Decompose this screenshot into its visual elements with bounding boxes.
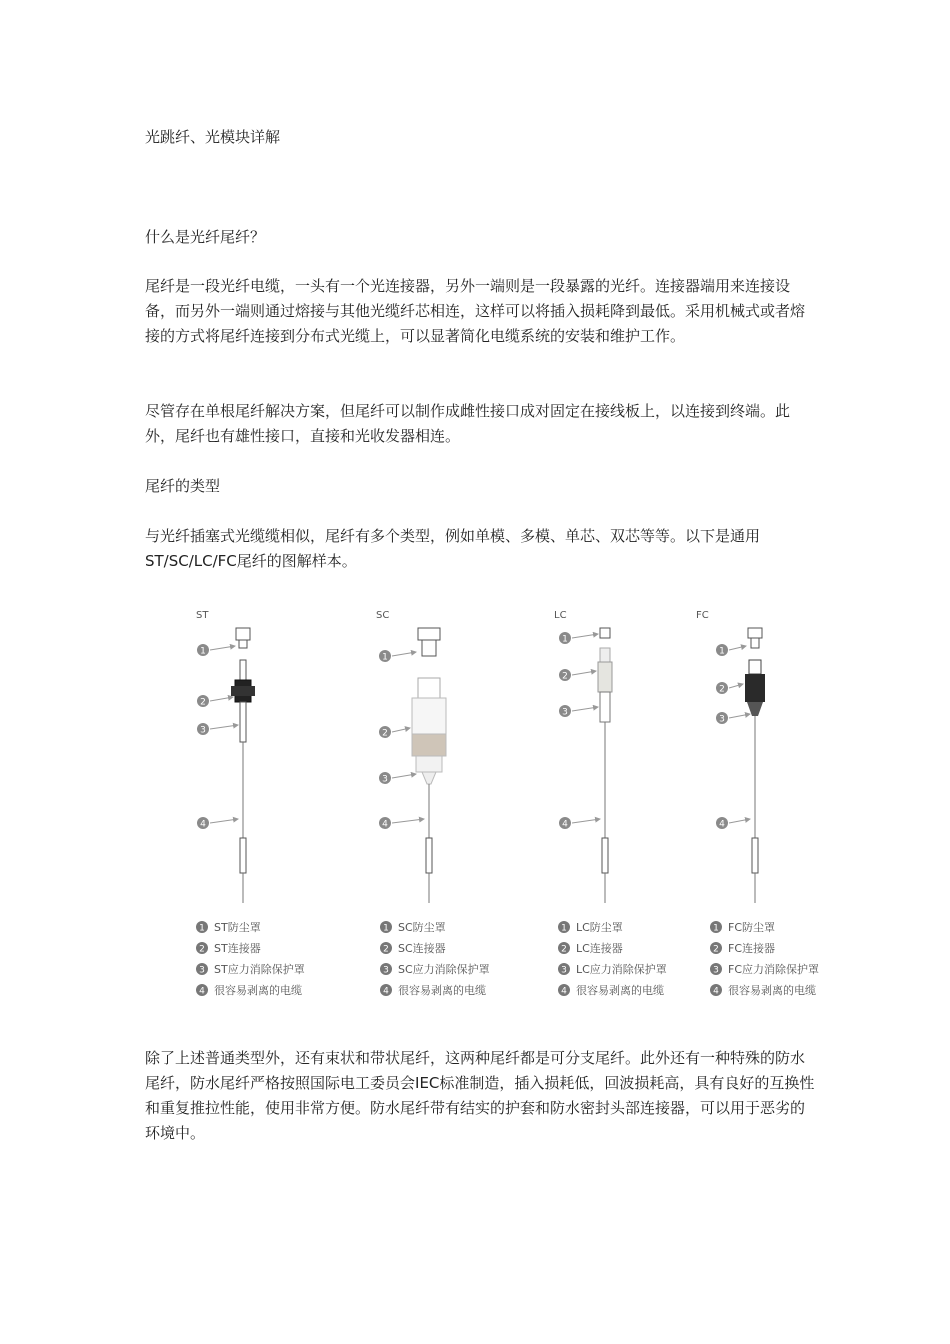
callout-arrow <box>729 684 743 688</box>
legend-item: LC防尘罩 <box>576 921 623 934</box>
callout-arrow <box>392 819 424 823</box>
legend-marker-number: 4 <box>561 986 567 997</box>
paragraph-2: 尽管存在单根尾纤解决方案，但尾纤可以制作成雌性接口成对固定在接线板上，以连接到终端。此外，尾纤也有雄性接口，直接和光收发器相连。 <box>145 402 791 445</box>
paragraph-3-text-b: 尾纤的图解样本。 <box>236 552 357 570</box>
paragraph-4-iec: IEC <box>415 1074 440 1092</box>
legend-item: SC防尘罩 <box>398 921 446 934</box>
callout-number: 3 <box>562 707 568 718</box>
legend-item: FC连接器 <box>728 942 776 955</box>
callout-number: 2 <box>719 684 725 695</box>
callout-number: 4 <box>719 819 725 830</box>
callout-arrow <box>210 646 235 650</box>
legend-marker-number: 1 <box>199 923 205 934</box>
callout-arrow <box>392 728 410 732</box>
legend-item: LC连接器 <box>576 942 623 955</box>
legend-item: ST应力消除保护罩 <box>214 963 305 976</box>
callout-number: 4 <box>200 819 206 830</box>
legend-marker-number: 2 <box>383 944 389 955</box>
question-heading: 什么是光纤尾纤？ <box>145 228 266 246</box>
legend-marker-number: 2 <box>561 944 567 955</box>
callout-number: 2 <box>200 697 206 708</box>
st-type-label: ST <box>196 610 209 621</box>
legend-marker-number: 2 <box>713 944 719 955</box>
legend-item: 很容易剥离的电缆 <box>398 984 486 997</box>
callout-arrow <box>572 634 598 638</box>
legend-item: 很容易剥离的电缆 <box>576 984 664 997</box>
callout-number: 4 <box>562 819 568 830</box>
callout-number: 3 <box>719 714 725 725</box>
callout-arrow <box>210 819 238 823</box>
section-heading-types: 尾纤的类型 <box>145 477 221 495</box>
callout-arrow <box>210 697 233 701</box>
callout-arrow <box>729 714 750 718</box>
legend-item: 很容易剥离的电缆 <box>214 984 302 997</box>
callout-number: 3 <box>382 774 388 785</box>
legend-marker-number: 3 <box>561 965 567 976</box>
paragraph-3-text-a: 与光纤插塞式光缆缆相似，尾纤有多个类型，例如单模、多模、单芯、双芯等等。以下是通用 <box>145 527 761 545</box>
paragraph-4-text-b: 标准制造，插入损耗低，回波损耗高，具有良好的互换性和重复推拉性能，使用非常方便。防水尾纤带有结实的护套和防水密封头部连接器，可以用于恶劣的环境中。 <box>145 1074 815 1142</box>
callout-arrow <box>392 774 416 778</box>
callout-number: 4 <box>382 819 388 830</box>
callout-arrow <box>729 646 746 650</box>
callout-arrow <box>210 725 238 729</box>
fc-type-label: FC <box>696 610 709 621</box>
lc-type-label: LC <box>554 610 567 621</box>
paragraph-3-connector-types: ST/SC/LC/FC <box>145 552 237 570</box>
legend-item: ST防尘罩 <box>214 921 261 934</box>
callout-number: 1 <box>200 646 206 657</box>
legend-group <box>196 920 819 997</box>
legend-item: ST连接器 <box>214 942 261 955</box>
legend-item: FC防尘罩 <box>728 921 776 934</box>
legend-item: SC应力消除保护罩 <box>398 963 490 976</box>
legend-item: SC连接器 <box>398 942 446 955</box>
callout-arrow <box>392 652 416 656</box>
callout-number: 2 <box>562 671 568 682</box>
lc-connector-drawing <box>554 610 612 903</box>
legend-marker-number: 1 <box>561 923 567 934</box>
legend-marker-number: 3 <box>383 965 389 976</box>
legend-marker-number: 4 <box>199 986 205 997</box>
legend-marker-number: 2 <box>199 944 205 955</box>
callout-arrow <box>572 671 596 675</box>
legend-marker-number: 4 <box>713 986 719 997</box>
callout-number: 1 <box>719 646 725 657</box>
legend-item: LC应力消除保护罩 <box>576 963 667 976</box>
paragraph-3 <box>145 524 815 574</box>
doc-title: 光跳纤、光模块详解 <box>145 128 281 146</box>
callout-number: 1 <box>562 634 568 645</box>
callout-arrow <box>572 819 600 823</box>
callout-arrow <box>572 707 598 711</box>
legend-item: 很容易剥离的电缆 <box>728 984 816 997</box>
sc-type-label: SC <box>376 610 390 621</box>
callout-number: 2 <box>382 728 388 739</box>
legend-marker-number: 3 <box>199 965 205 976</box>
callout-number: 1 <box>382 652 388 663</box>
paragraph-4-text-a: 除了上述普通类型外，还有束状和带状尾纤，这两种尾纤都是可分支尾纤。此外还有一种特殊的防水尾纤，防水尾纤严格按照国际电工委员会 <box>145 1049 806 1092</box>
legend-marker-number: 1 <box>383 923 389 934</box>
paragraph-1: 尾纤是一段光纤电缆，一头有一个光连接器，另外一端则是一段暴露的光纤。连接器端用来连接设备，而另外一端则通过熔接与其他光缆纤芯相连，这样可以将插入损耗降到最低。采用机械式或者熔接的方式将尾纤连接到分布式光缆上，可以显著简化电缆系统的安装和维护工作。 <box>145 277 806 345</box>
pigtail-diagram <box>180 598 860 1018</box>
paragraph-4 <box>145 1046 815 1146</box>
callout-number: 3 <box>200 725 206 736</box>
legend-item: FC应力消除保护罩 <box>728 963 820 976</box>
legend-marker-number: 3 <box>713 965 719 976</box>
legend-marker-number: 4 <box>383 986 389 997</box>
fc-connector-drawing <box>696 610 765 903</box>
legend-marker-number: 1 <box>713 923 719 934</box>
callout-markers <box>197 632 750 830</box>
callout-arrow <box>729 819 750 823</box>
